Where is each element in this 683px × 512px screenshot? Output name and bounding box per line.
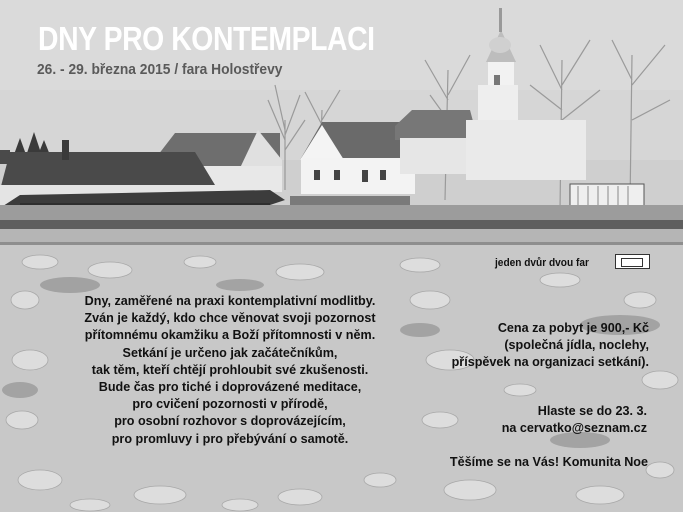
description-line: tak těm, kteří chtějí prohloubit své zkušenosti. bbox=[91, 362, 369, 377]
price-line: příspěvek na organizaci setkání). bbox=[451, 355, 649, 370]
price-info bbox=[452, 320, 649, 372]
description-line: pro osobní rozhovor s doprovázejícím, bbox=[114, 414, 346, 429]
tag-icon bbox=[615, 254, 650, 269]
closing-line: Těšíme se na Vás! Komunita Noe bbox=[449, 455, 648, 469]
price-line: (společná jídla, noclehy, bbox=[504, 338, 649, 353]
description-line: pro promluvy i pro přebývání o samotě. bbox=[111, 431, 349, 446]
price-line: Cena za pobyt je 900,- Kč bbox=[497, 321, 649, 335]
description bbox=[60, 293, 400, 448]
description-line: Zván je každý, kdo chce věnovat svoji pozornost bbox=[84, 311, 376, 326]
description-line: pro cvičení pozornosti v přírodě, bbox=[132, 397, 328, 412]
tag-label: jeden dvůr dvou far bbox=[495, 257, 589, 269]
field bbox=[0, 205, 683, 220]
poster-title: DNY PRO KONTEMPLACI bbox=[38, 20, 375, 57]
description-line: přítomnému okamžiku a Boží přítomnosti v něm. bbox=[84, 328, 376, 343]
description-line: Setkání je určeno jak začátečníkům, bbox=[122, 345, 338, 360]
description-line: Dny, zaměřené na praxi kontemplativní modlitby. bbox=[84, 294, 376, 308]
contact-email: na cervatko@seznam.cz bbox=[501, 421, 647, 436]
description-line: Bude čas pro tiché i doprovázené meditace, bbox=[98, 380, 362, 395]
contact-deadline: Hlaste se do 23. 3. bbox=[537, 404, 647, 418]
event-date-location: 26. - 29. března 2015 / fara Holostřevy bbox=[37, 61, 283, 78]
rail bbox=[0, 220, 683, 230]
contact-info bbox=[502, 403, 647, 437]
